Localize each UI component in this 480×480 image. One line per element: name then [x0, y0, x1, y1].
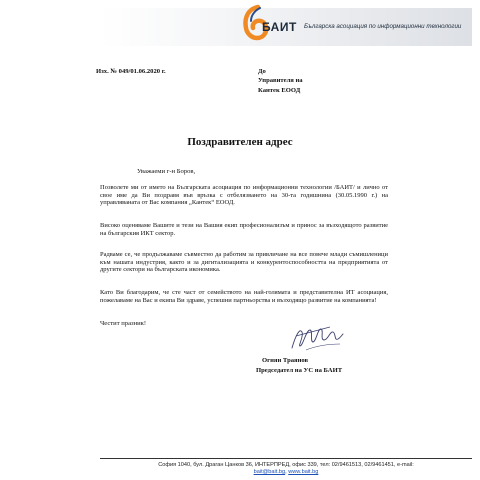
reference-number: Изх. № 049/01.06.2020 г.	[96, 68, 166, 75]
footer-divider	[100, 458, 472, 459]
footer-email-link[interactable]: bait@bait.bg	[253, 469, 286, 475]
addressee-line-3: Кантек ЕООД	[258, 86, 301, 94]
paragraph-3: Радваме се, че продължаваме съвместно да работим за привличане на все повече млади съмишленици към нашата индустрия, както и за дигитализацията и конкурентоспособността на предприятията от другите сектори на българската икономика.	[100, 251, 388, 274]
addressee-line-1: До	[258, 68, 266, 75]
brand-name: БАИТ	[262, 20, 297, 34]
brand-tagline: Българска асоциация по информационни технологии	[304, 23, 462, 30]
addressee-line-2: Управителя на	[258, 77, 303, 85]
letter-title: Поздравителен адрес	[187, 136, 293, 148]
footer-website-link[interactable]: www.bait.bg	[288, 469, 319, 475]
closing-line: Честит празник!	[100, 320, 147, 327]
paragraph-2: Високо оценяваме Вашите и тези на Вашия екип професионализъм и принос за възходящото развитие на българския ИКТ сектор.	[100, 222, 388, 237]
greeting: Уважаеми г-н Боров,	[137, 168, 196, 175]
paragraph-4: Като Ви благодарим, че сте част от семейството на най-голямата и представителна ИТ асоциация, пожелаваме на Вас и екипа Ви здраве, успешни партньорства и възходящо развитие на компанията!	[100, 289, 388, 304]
footer-address: София 1040, бул. Драган Цанков 36, ИНТЕРПРЕД, офис 339, тел: 02/9461513, 02/9461451, e-mail:	[158, 462, 414, 468]
signer-title: Председател на УС на БАИТ	[256, 367, 343, 374]
addressee-block	[258, 67, 303, 95]
paragraph-1: Позволете ми от името на Българската асоциация по информационни технологии /БАИТ/ и лично от свое име да Ви поздравя във връзка с отбелязването на 30-та годишнина (30.05.1990 г.) на управляваната от Вас компания „Кантек“ ЕООД.	[100, 184, 388, 207]
footer-separator: ,	[285, 469, 289, 475]
footer-contacts	[100, 469, 472, 475]
signer-name: Огнян Траянов	[262, 357, 309, 364]
handwritten-signature	[286, 322, 346, 354]
